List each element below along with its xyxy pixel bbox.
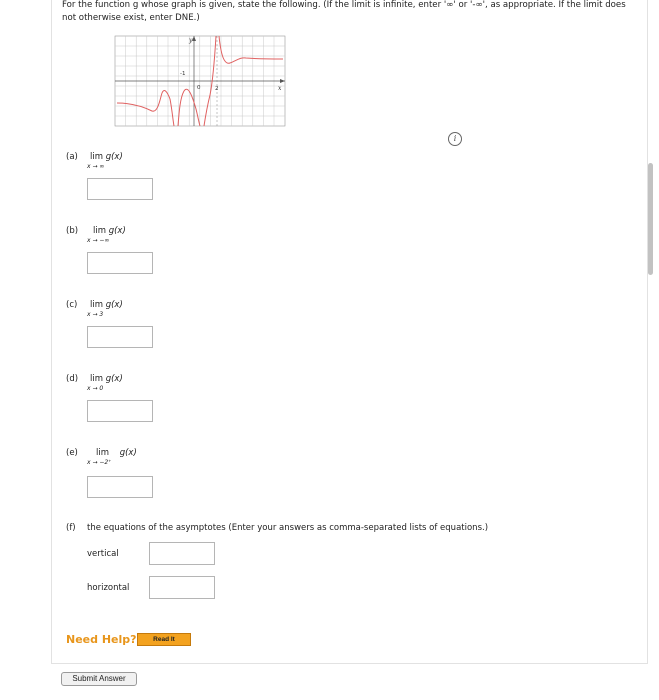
submit-answer-button[interactable]: Submit Answer [61, 672, 137, 686]
part-c-label: (c) [66, 300, 78, 310]
vertical-label: vertical [87, 549, 119, 559]
part-b-answer-input[interactable] [87, 252, 153, 274]
scrollbar-thumb[interactable] [648, 163, 653, 275]
tick-label-neg1: -1 [180, 71, 186, 77]
part-a-approach: x → ∞ [87, 163, 105, 170]
part-f-label: (f) [66, 523, 76, 533]
part-d-function: g(x) [105, 374, 123, 384]
part-e-answer-input[interactable] [87, 476, 153, 498]
part-d-lim: lim [90, 374, 104, 384]
part-c-answer-input[interactable] [87, 326, 153, 348]
part-b-label: (b) [66, 226, 79, 236]
horizontal-asymptotes-input[interactable] [149, 576, 215, 599]
part-a-answer-input[interactable] [87, 178, 153, 200]
part-b-limit [87, 226, 126, 244]
tick-label-0: 0 [197, 85, 201, 91]
info-icon[interactable]: i [448, 132, 462, 146]
part-c-limit [87, 300, 123, 318]
part-b-approach: x → −∞ [87, 237, 110, 244]
part-e-approach: x → −2⁺ [87, 459, 112, 466]
tick-label-2: 2 [215, 86, 219, 92]
part-e-function: g(x) [119, 448, 137, 458]
part-c-lim: lim [90, 300, 104, 310]
part-e-lim: lim [96, 448, 110, 458]
need-help-label: Need Help? [66, 633, 137, 646]
part-d-approach: x → 0 [87, 385, 104, 392]
part-a-function: g(x) [105, 152, 123, 162]
problem-intro: For the function g whose graph is given, state the following. (If the limit is infinite, enter '∞' or '-∞', as appropriate. If the limit does not otherwise exist, enter DNE.) [62, 0, 626, 23]
vertical-asymptotes-input[interactable] [149, 542, 215, 565]
y-axis-label: y [189, 37, 193, 44]
part-a-label: (a) [66, 152, 78, 162]
x-axis-label: x [278, 85, 282, 92]
part-d-answer-input[interactable] [87, 400, 153, 422]
read-it-button[interactable]: Read It [137, 633, 191, 646]
function-graph [112, 33, 288, 131]
asymptotes-prompt: the equations of the asymptotes (Enter your answers as comma-separated lists of equations.) [87, 523, 489, 533]
part-a-limit [87, 152, 123, 170]
part-d-label: (d) [66, 374, 79, 384]
part-c-approach: x → 3 [87, 311, 104, 318]
part-e-label: (e) [66, 448, 78, 458]
part-a-lim: lim [90, 152, 104, 162]
part-d-limit [87, 374, 123, 392]
horizontal-label: horizontal [87, 583, 130, 593]
part-b-lim: lim [93, 226, 107, 236]
part-c-function: g(x) [105, 300, 123, 310]
part-e-limit [87, 448, 137, 466]
part-b-function: g(x) [108, 226, 126, 236]
